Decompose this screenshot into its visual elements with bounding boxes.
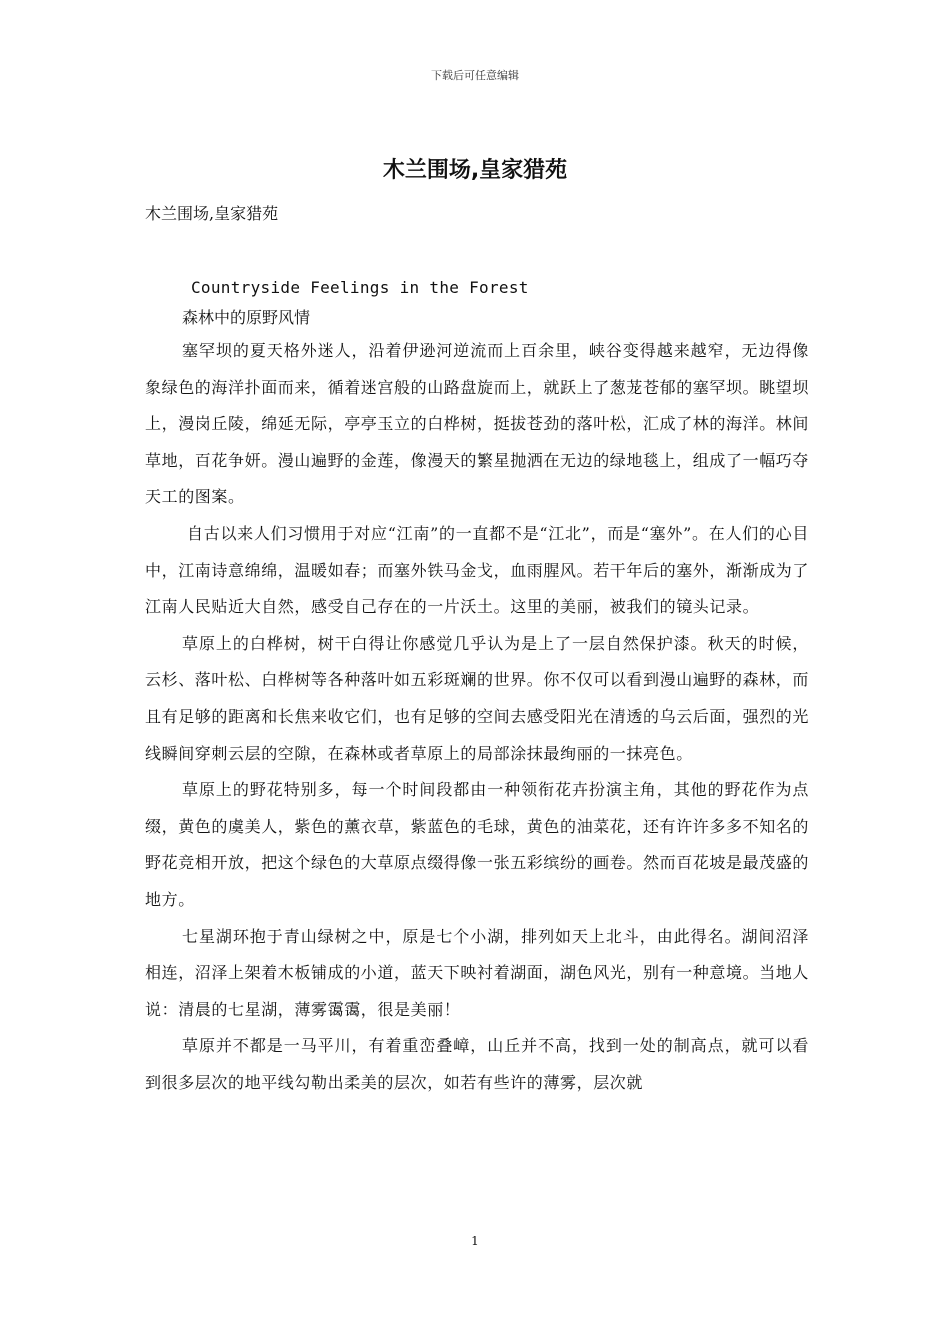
paragraph-saihanba-summer: 塞罕坝的夏天格外迷人，沿着伊逊河逆流而上百余里，峡谷变得越来越窄，无边得像象绿色的海洋扑面而来，循着迷宫般的山路盘旋而上，就跃上了葱茏苍郁的塞罕坝。眺望坝上，漫岗丘陵，绵延无际，亭亭玉立的白桦树，挺拔苍劲的落叶松，汇成了林的海洋。林间草地，百花争妍。漫山遍野的金莲，像漫天的繁星抛洒在无边的绿地毯上，组成了一幅巧夺天工的图案。 [145,341,810,507]
page-header-note: 下载后可任意编辑 [431,69,519,82]
paragraph-grassland-hills: 草原并不都是一马平川，有着重峦叠嶂，山丘并不高，找到一处的制高点，就可以看到很多层次的地平线勾勒出柔美的层次，如若有些许的薄雾，层次就 [145,1036,809,1092]
paragraph-birch-trees: 草原上的白桦树，树干白得让你感觉几乎认为是上了一层自然保护漆。秋天的时候，云杉、落叶松、白桦树等各种落叶如五彩斑斓的世界。你不仅可以看到漫山遍野的森林，而且有足够的距离和长焦来收它们，也有足够的空间去感受阳光在清透的乌云后面，强烈的光线瞬间穿刺云层的空隙，在森林或者草原上的局部涂抹最绚丽的一抹亮色。 [145,633,810,763]
blank-line [145,229,809,273]
section-heading-chinese: 森林中的原野风情 [182,308,311,327]
document-body [145,199,809,1101]
paragraph-wildflowers: 草原上的野花特别多，每一个时间段都由一种领衔花卉扮演主角，其他的野花作为点缀，黄色的虞美人，紫色的薰衣草，紫蓝色的毛球，黄色的油菜花，还有许许多多不知名的野花竞相开放，把这个绿色的大草原点缀得像一张五彩缤纷的画卷。然而百花坡是最茂盛的地方。 [145,780,810,909]
page-number: 1 [471,1234,479,1248]
section-heading-english: Countryside Feelings in the Forest [191,278,529,297]
document-title: 木兰围场,皇家猎苑 [382,158,568,183]
document-subtitle: 木兰围场,皇家猎苑 [145,204,279,223]
paragraph-jiangnan-saiwai: 自古以来人们习惯用于对应“江南”的一直都不是“江北”，而是“塞外”。在人们的心目中，江南诗意绵绵，温暖如春；而塞外铁马金戈，血雨腥风。若干年后的塞外，渐渐成为了江南人民贴近大自然，感受自己存在的一片沃土。这里的美丽，被我们的镜头记录。 [145,523,810,617]
paragraph-qixing-lake: 七星湖环抱于青山绿树之中，原是七个小湖，排列如天上北斗，由此得名。湖间沼泽相连，沼泽上架着木板铺成的小道，蓝天下映衬着湖面，湖色风光，别有一种意境。当地人说：清晨的七星湖，薄雾霭霭，很是美丽！ [145,926,810,1019]
